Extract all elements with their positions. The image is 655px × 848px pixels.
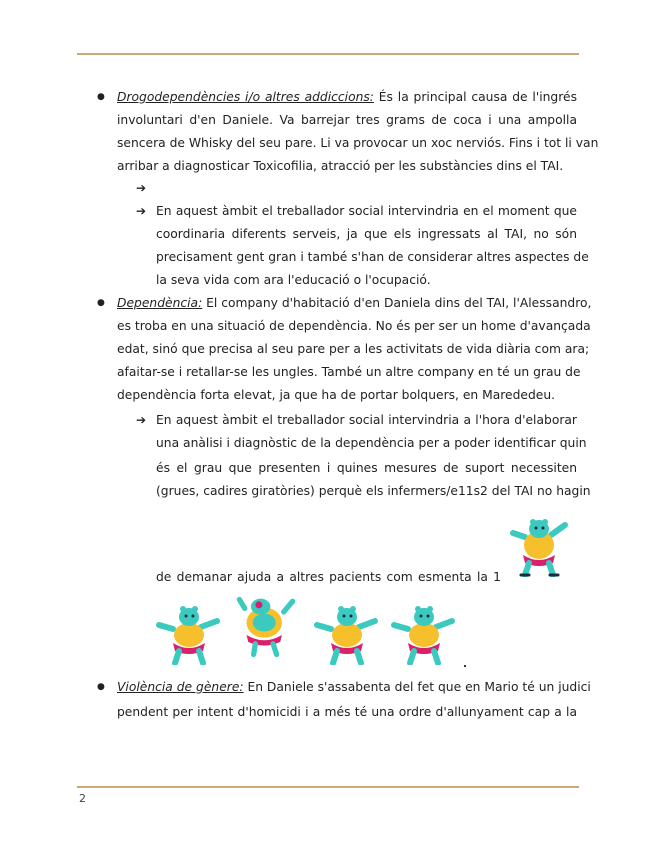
drug-first-line: Drogodependències i/o altres addiccions: És la principal causa de l'ingrés	[117, 90, 577, 104]
text-line: (grues, cadires giratòries) perquè els infermers/e11s2 del TAI no hagin	[156, 484, 591, 498]
dancing-character-icon	[390, 603, 458, 665]
dancing-character-icon	[155, 603, 223, 665]
text-line: una anàlisi i diagnòstic de la dependència per a poder identificar quin	[156, 436, 587, 450]
dancing-character-icon	[313, 603, 381, 665]
text-line: la seva vida com ara l'educació o l'ocupació.	[156, 273, 431, 287]
bullet-icon: ●	[97, 298, 105, 308]
drug-term: Drogodependències i/o altres addiccions:	[117, 90, 374, 104]
page-number: 2	[79, 792, 86, 805]
text-line: pendent per intent d'homicidi i a més té una ordre d'allunyament cap a la	[117, 705, 577, 719]
text-line: precisament gent gran i també s'han de considerar altres aspectes de	[156, 250, 589, 264]
text-line: edat, sinó que precisa al seu pare per a les activitats de vida diària com ara;	[117, 342, 590, 356]
text-line: es troba en una situació de dependència. No és per ser un home d'avançada	[117, 319, 591, 333]
dependency-first-line: Dependència: El company d'habitació d'en Daniela dins del TAI, l'Alessandro,	[117, 296, 592, 310]
footer-rule	[77, 786, 579, 788]
text-line: En aquest àmbit el treballador social intervindria en el moment que	[156, 204, 577, 218]
bullet-icon: ●	[97, 682, 105, 692]
text-line: coordinaria diferents serveis, ja que els ingressats al TAI, no són	[156, 227, 577, 241]
text-line: arribar a diagnosticar Toxicofilia, atracció per les substàncies dins el TAI.	[117, 159, 564, 173]
violence-first-line: Violència de gènere: En Daniele s'assabenta del fet que en Mario té un judici	[117, 680, 591, 694]
header-rule	[77, 53, 579, 55]
arrow-icon: ➔	[136, 204, 147, 218]
text-line: En aquest àmbit el treballador social intervindria a l'hora d'elaborar	[156, 413, 577, 427]
arrow-icon: ➔	[136, 181, 147, 195]
text-line: dependència forta elevat, ja que ha de portar bolquers, en Marededeu.	[117, 388, 556, 402]
text-line: és el grau que presenten i quines mesures de suport necessiten	[156, 461, 577, 475]
text-line: involuntari d'en Daniele. Va barrejar tres grams de coca i una ampolla	[117, 113, 577, 127]
dancing-character-icon	[232, 596, 300, 658]
text-line: sencera de Whisky del seu pare. Li va provocar un xoc nerviós. Fins i tot li van	[117, 136, 599, 150]
violence-term: Violència de gènere:	[117, 680, 244, 694]
stray-dot	[464, 665, 466, 667]
text-line: de demanar ajuda a altres pacients com esmenta la 1	[156, 570, 501, 584]
dependency-term: Dependència:	[117, 296, 203, 310]
arrow-icon: ➔	[136, 413, 147, 427]
text-line: afaitar-se i retallar-se les ungles. També un altre company en té un grau de	[117, 365, 581, 379]
dancing-character-icon	[503, 515, 571, 577]
bullet-icon: ●	[97, 92, 105, 102]
